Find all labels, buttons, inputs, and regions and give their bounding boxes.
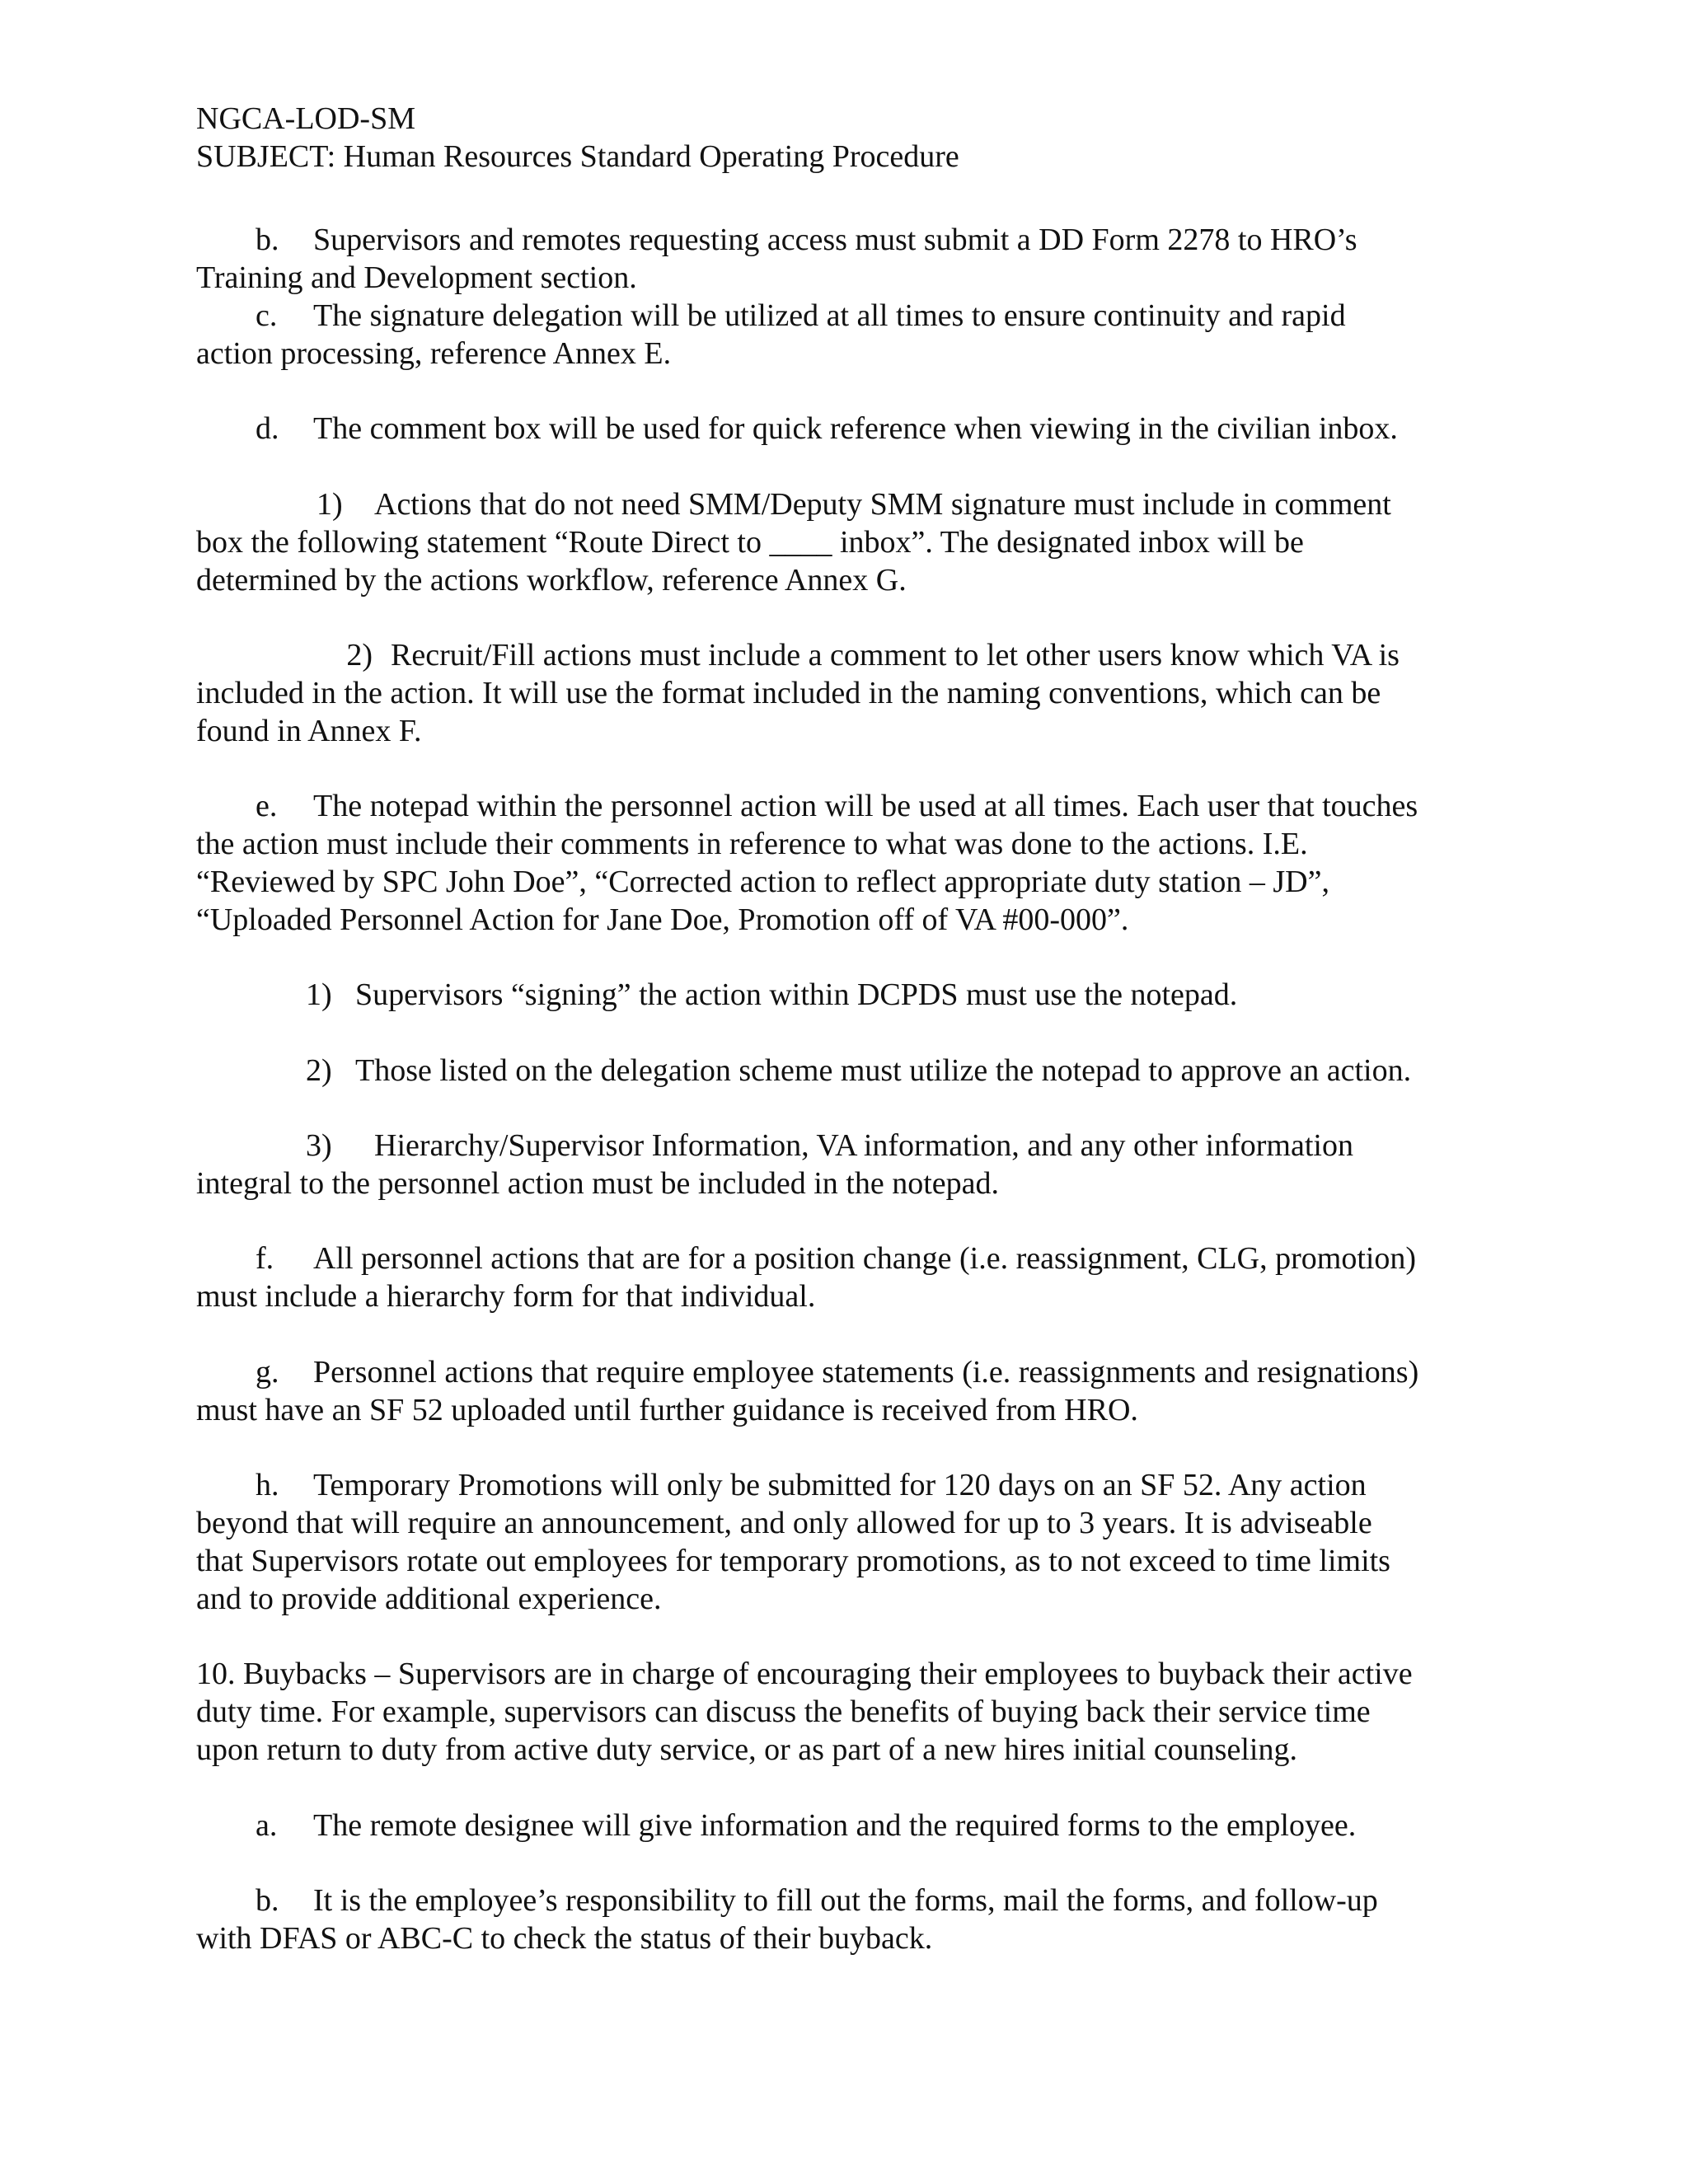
para-e-line1: e. The notepad within the personnel action will be used at all times. Each user that touches: [256, 789, 1418, 823]
para-d2-line3: found in Annex F.: [196, 714, 422, 748]
para-e3-line1: 3) Hierarchy/Supervisor Information, VA information, and any other information: [306, 1128, 1353, 1163]
para-e1-line1: 1) Supervisors “signing” the action within DCPDS must use the notepad.: [306, 977, 1238, 1012]
section-10-line2: duty time. For example, supervisors can discuss the benefits of buying back their service time: [196, 1694, 1371, 1729]
para-h-line1: h. Temporary Promotions will only be submitted for 120 days on an SF 52. Any action: [256, 1468, 1367, 1502]
section-10b-line2: with DFAS or ABC-C to check the status of their buyback.: [196, 1921, 933, 1956]
para-d1-line2: box the following statement “Route Direct to ____ inbox”. The designated inbox will be: [196, 525, 1304, 560]
para-d1-label: 1): [316, 487, 343, 522]
para-c-line2: action processing, reference Annex E.: [196, 336, 672, 371]
para-e3-label: 3): [306, 1128, 332, 1163]
section-10a-line1: a. The remote designee will give information and the required forms to the employee.: [256, 1808, 1357, 1843]
para-d2-label: 2): [346, 638, 373, 673]
para-e2-line1: 2) Those listed on the delegation scheme must utilize the notepad to approve an action.: [306, 1053, 1412, 1088]
para-f-label: f.: [256, 1241, 274, 1276]
para-h-label: h.: [256, 1468, 279, 1502]
para-d2-line2: included in the action. It will use the format included in the naming conventions, which can be: [196, 676, 1381, 710]
para-h-line3: that Supervisors rotate out employees for temporary promotions, as to not exceed to time limits: [196, 1544, 1390, 1578]
para-f-line1: f. All personnel actions that are for a position change (i.e. reassignment, CLG, promotion): [256, 1241, 1417, 1276]
section-10a-label: a.: [256, 1808, 278, 1843]
para-b-label: b.: [256, 223, 279, 257]
para-e-line4: “Uploaded Personnel Action for Jane Doe, Promotion off of VA #00-000”.: [196, 902, 1129, 937]
para-c-line1: c. The signature delegation will be utilized at all times to ensure continuity and rapid: [256, 298, 1346, 333]
para-g-line1: g. Personnel actions that require employee statements (i.e. reassignments and resignations): [256, 1355, 1419, 1390]
para-f-line2: must include a hierarchy form for that individual.: [196, 1279, 816, 1314]
para-g-label: g.: [256, 1355, 279, 1390]
para-d2-line1: 2) Recruit/Fill actions must include a comment to let other users know which VA is: [316, 636, 1400, 674]
para-e2-label: 2): [306, 1053, 332, 1088]
office-symbol: NGCA-LOD-SM: [196, 101, 415, 136]
section-10b-line1: b. It is the employee’s responsibility to fill out the forms, mail the forms, and follow-up: [256, 1883, 1378, 1918]
section-10b-label: b.: [256, 1883, 279, 1918]
para-h-line4: and to provide additional experience.: [196, 1582, 662, 1616]
para-b-line2: Training and Development section.: [196, 260, 637, 295]
para-c-label: c.: [256, 298, 278, 333]
para-e-label: e.: [256, 789, 278, 823]
para-d-line1: d. The comment box will be used for quick reference when viewing in the civilian inbox.: [256, 411, 1398, 446]
para-b-line1: b. Supervisors and remotes requesting access must submit a DD Form 2278 to HRO’s: [256, 223, 1357, 257]
para-g-line2: must have an SF 52 uploaded until further guidance is received from HRO.: [196, 1393, 1138, 1427]
section-10-line1: 10. Buybacks – Supervisors are in charge of encouraging their employees to buyback their active: [196, 1657, 1413, 1691]
para-d1-line1: 1) Actions that do not need SMM/Deputy SMM signature must include in comment: [316, 487, 1391, 522]
para-d-label: d.: [256, 411, 279, 446]
para-e-line2: the action must include their comments in reference to what was done to the actions. I.E.: [196, 827, 1308, 861]
para-h-line2: beyond that will require an announcement, and only allowed for up to 3 years. It is adviseable: [196, 1506, 1372, 1540]
para-e-line3: “Reviewed by SPC John Doe”, “Corrected action to reflect appropriate duty station – JD”,: [196, 865, 1329, 899]
section-10-line3: upon return to duty from active duty service, or as part of a new hires initial counseling.: [196, 1732, 1297, 1767]
para-e3-line2: integral to the personnel action must be included in the notepad.: [196, 1166, 1000, 1201]
para-e1-label: 1): [306, 977, 332, 1012]
para-d1-line3: determined by the actions workflow, reference Annex G.: [196, 563, 907, 598]
subject-line: SUBJECT: Human Resources Standard Operating Procedure: [196, 139, 959, 174]
